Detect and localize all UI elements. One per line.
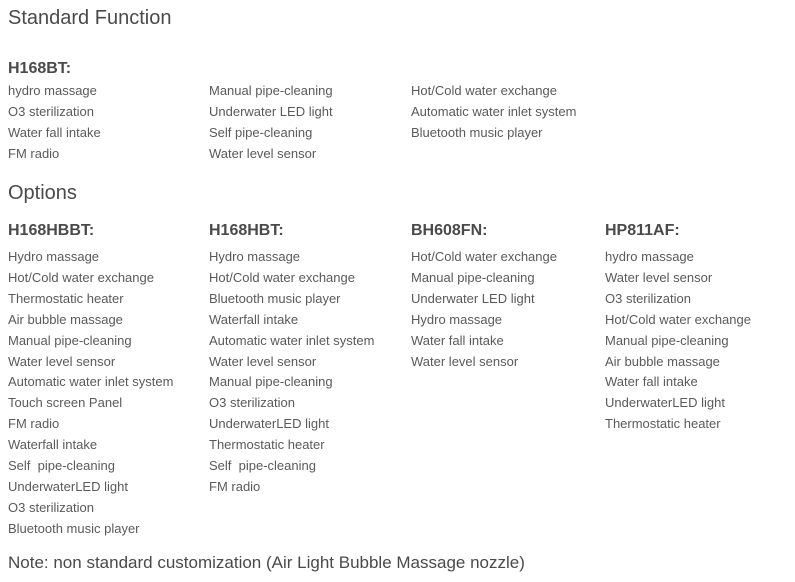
feature-item: Underwater LED light (209, 103, 333, 119)
feature-item: Manual pipe-cleaning (209, 374, 333, 390)
feature-item: Manual pipe-cleaning (411, 269, 535, 285)
feature-item: Manual pipe-cleaning (8, 332, 132, 348)
feature-item: O3 sterilization (209, 395, 295, 411)
feature-item: FM radio (8, 416, 60, 432)
feature-item: Bluetooth music player (411, 124, 543, 140)
feature-item: Hot/Cold water exchange (209, 269, 355, 285)
option-model-title: BH608FN: (411, 222, 488, 239)
feature-item: Water level sensor (209, 353, 317, 369)
feature-item: Water level sensor (209, 145, 317, 161)
standard-feature-column-1 (8, 81, 101, 165)
feature-item: Hydro massage (411, 311, 503, 327)
feature-item: Hot/Cold water exchange (411, 83, 557, 98)
option-feature-list-hp811af (605, 247, 751, 435)
customization-note: Note: non standard customization (Air Light Bubble Massage nozzle) (8, 553, 525, 572)
feature-item: Waterfall intake (209, 311, 299, 327)
feature-item: Self pipe-cleaning (209, 458, 316, 474)
feature-item: UnderwaterLED light (8, 478, 128, 494)
feature-item: FM radio (8, 145, 60, 161)
option-model-title: H168HBT: (209, 222, 284, 239)
feature-item: Water level sensor (605, 269, 713, 285)
option-model-title: H168HBBT: (8, 222, 95, 239)
feature-item: Waterfall intake (8, 437, 98, 453)
feature-item: Automatic water inlet system (411, 103, 577, 119)
option-model-title: HP811AF: (605, 222, 680, 239)
feature-item: Automatic water inlet system (209, 332, 375, 348)
feature-item: Thermostatic heater (605, 416, 721, 432)
feature-item: Self pipe-cleaning (8, 458, 115, 474)
feature-item: Hydro massage (8, 249, 100, 264)
feature-item: hydro massage (8, 83, 97, 98)
feature-item: Automatic water inlet system (8, 374, 174, 390)
feature-item: Water fall intake (411, 332, 504, 348)
feature-item: Manual pipe-cleaning (209, 83, 333, 98)
feature-item: hydro massage (605, 249, 694, 264)
feature-item: O3 sterilization (8, 103, 94, 119)
feature-item: Air bubble massage (8, 311, 123, 327)
feature-item: Water level sensor (8, 353, 116, 369)
feature-item: Self pipe-cleaning (209, 124, 313, 140)
feature-item: O3 sterilization (8, 499, 94, 515)
feature-item: Touch screen Panel (8, 395, 123, 411)
feature-item: Thermostatic heater (8, 290, 124, 306)
standard-function-heading: Standard Function (8, 7, 172, 29)
feature-item: Bluetooth music player (8, 520, 140, 536)
feature-item: Hydro massage (209, 249, 301, 264)
feature-item: Water level sensor (411, 353, 519, 369)
feature-item: Water fall intake (605, 374, 698, 390)
feature-item: Hot/Cold water exchange (8, 269, 154, 285)
feature-item: Air bubble massage (605, 353, 720, 369)
option-feature-list-h168hbbt (8, 247, 173, 540)
option-feature-list-h168hbt (209, 247, 374, 498)
feature-item: UnderwaterLED light (605, 395, 725, 411)
feature-item: Thermostatic heater (209, 437, 325, 453)
options-heading: Options (8, 182, 77, 204)
feature-item: Water fall intake (8, 124, 101, 140)
feature-item: Bluetooth music player (209, 290, 341, 306)
standard-feature-column-2 (209, 81, 333, 165)
feature-item: Manual pipe-cleaning (605, 332, 729, 348)
feature-item: Hot/Cold water exchange (605, 311, 751, 327)
standard-feature-column-3 (411, 81, 576, 144)
standard-model-title: H168BT: (8, 60, 72, 77)
option-feature-list-bh608fn (411, 247, 557, 372)
feature-item: Hot/Cold water exchange (411, 249, 557, 264)
feature-item: UnderwaterLED light (209, 416, 329, 432)
feature-item: FM radio (209, 478, 261, 494)
feature-item: Underwater LED light (411, 290, 535, 306)
feature-item: O3 sterilization (605, 290, 691, 306)
